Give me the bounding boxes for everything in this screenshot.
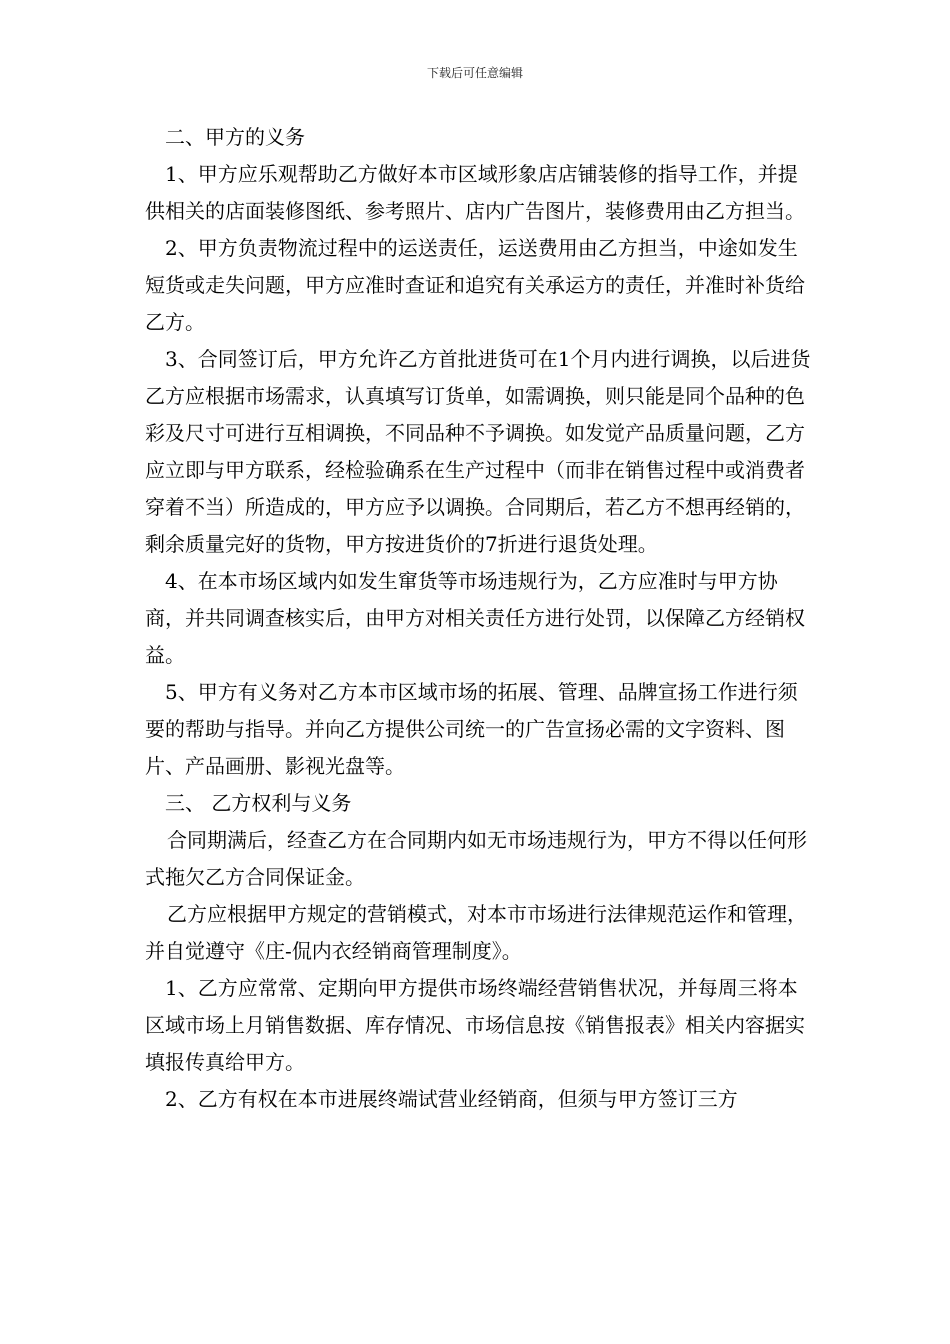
paragraph-3-intro-2: 乙方应根据甲方规定的营销模式，对本市市场进行法律规范运作和管理，并自觉遵守《庄-侃内衣经销商管理制度》。 bbox=[145, 902, 807, 963]
document-body bbox=[145, 119, 813, 1118]
paragraph-3-2: 2、乙方有权在本市进展终端试营业经销商，但须与甲方签订三方 bbox=[165, 1087, 738, 1111]
section-heading-3: 三、 乙方权利与义务 bbox=[165, 791, 352, 815]
paragraph-2-3: 3、合同签订后，甲方允许乙方首批进货可在1个月内进行调换，以后进货乙方应根据市场需求，认真填写订货单，如需调换，则只能是同个品种的色彩及尺寸可进行互相调换，不同品种不予调换。如发觉产品质量问题，乙方应立即与甲方联系，经检验确系在生产过程中（而非在销售过程中或消费者穿着不当）所造成的，甲方应予以调换。合同期后，若乙方不想再经销的，剩余质量完好的货物，甲方按进货价的7折进行退货处理。 bbox=[145, 347, 811, 556]
section-heading-2: 二、甲方的义务 bbox=[165, 125, 305, 149]
paragraph-2-5: 5、甲方有义务对乙方本市区域市场的拓展、管理、品牌宣扬工作进行须要的帮助与指导。并向乙方提供公司统一的广告宣扬必需的文字资料、图片、产品画册、影视光盘等。 bbox=[145, 680, 798, 778]
paragraph-3-1: 1、乙方应常常、定期向甲方提供市场终端经营销售状况，并每周三将本区域市场上月销售数据、库存情况、市场信息按《销售报表》相关内容据实填报传真给甲方。 bbox=[145, 976, 805, 1074]
paragraph-3-intro-1: 合同期满后，经查乙方在合同期内如无市场违规行为，甲方不得以任何形式拖欠乙方合同保证金。 bbox=[145, 828, 807, 889]
paragraph-2-1: 1、甲方应乐观帮助乙方做好本市区域形象店店铺装修的指导工作，并提供相关的店面装修图纸、参考照片、店内广告图片，装修费用由乙方担当。 bbox=[145, 162, 805, 223]
paragraph-2-2: 2、甲方负责物流过程中的运送责任，运送费用由乙方担当，中途如发生短货或走失问题，甲方应准时查证和追究有关承运方的责任，并准时补货给乙方。 bbox=[145, 236, 805, 334]
paragraph-2-4: 4、在本市场区域内如发生窜货等市场违规行为，乙方应准时与甲方协商，并共同调查核实后，由甲方对相关责任方进行处罚，以保障乙方经销权益。 bbox=[145, 569, 805, 667]
page-header: 下载后可任意编辑 bbox=[426, 66, 523, 80]
